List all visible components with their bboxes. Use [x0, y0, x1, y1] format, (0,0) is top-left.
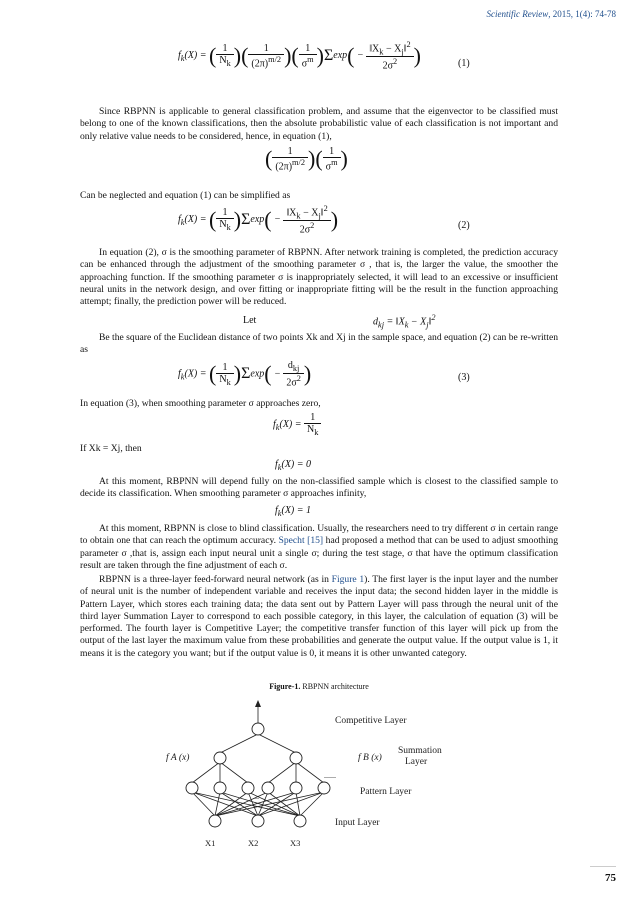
label-x3: X3 — [290, 838, 301, 848]
pattern-ellipsis-1: ... — [253, 792, 259, 801]
running-header — [487, 9, 616, 19]
figure-title: RBPNN architecture — [300, 682, 369, 691]
equal-case-result: $f_k(X) = 0$ — [275, 459, 312, 472]
competitive-node — [252, 723, 264, 735]
distance-definition: $d_{kj}$ = $‖X_k$ − $X_j‖^2$ — [373, 313, 436, 330]
input-node-x2 — [252, 815, 264, 827]
paragraph-4: Be the square of the Euclidean distance of two points Xk and Xj in the sample space, and equation (2) can be re-written as — [80, 332, 559, 356]
figure-label: Figure-1. — [269, 682, 301, 691]
figure-caption — [0, 682, 638, 691]
label-summation-2: Layer — [405, 757, 428, 767]
equation-3: $f_k(X)$ = ( $\frac{1}{N_k}$ )Σexp( − $\frac{d_{kj}}{2\sigma^2}$ ) — [178, 360, 312, 389]
paragraph-1: Since RBPNN is applicable to general classification problem, and assume that the eigenvector to be classified must belong to one of the known classifications, then the absolute probabilistic value of each classification is not important and only relative value needs to be considered, hence, in equation (1), — [80, 106, 558, 142]
equation-1: $f_k(X)$ = ( $\frac{1}{N_k}$ )( $\frac{1}{(2\pi)^{m/2}}$ )( $\frac{1}{\sigma^m}$ )Σexp( − $\frac{‖X_k - X_j‖^2}{2\sigma^2}$ ) — [178, 40, 421, 72]
paragraph-7: At this moment, RBPNN will depend fully on the non-classified sample which is closest to the classified sample to decide its classification. When smoothing parameter σ approaches infinity, — [80, 476, 558, 500]
pattern-node — [262, 782, 274, 794]
paragraph-9 — [80, 574, 558, 660]
paragraph-9-text-cont: ). The first layer is the input layer and the number of neural unit is the number of independent variable and receives the input data; the second hidden layer in the middle is Pattern Layer, which stores each training data; the data sent out by Pattern Layer will pass through the neural unit of the third layer Summation Layer to correspond to each possible category, in this layer, the calculation of equation (3) will be performed. The fourth layer is Competitive Layer; the competitive transfer function of this layer will pick up from the output of the last layer the maximum value from these probabilities and generate the output value. If the output value is 1, it means it is the category you want; but if the output value is 0, it means it is other unwanted category. — [80, 574, 558, 659]
label-fa: f A (x) — [166, 753, 190, 763]
paragraph-8-text-cont: had proposed a method that can be used to adjust smoothing parameter σ ,that is, assign each input neural unit a single σ; during the test stage, σ that have the optimum classification result are taken through the fine adjustment of each σ. — [80, 535, 558, 571]
figure-1-link[interactable]: Figure 1 — [331, 574, 365, 585]
summation-node-b — [290, 752, 302, 764]
equation-1-number: (1) — [458, 58, 470, 69]
label-x1: X1 — [205, 838, 216, 848]
pattern-ellipsis-2: ...... — [324, 771, 336, 780]
pattern-node — [318, 782, 330, 794]
paragraph-8-text: At this moment, RBPNN is close to blind classification. Usually, the researchers need to try different σ in certain range to obtain one that can reach the optimum accuracy. — [80, 523, 558, 547]
page-number: 75 — [605, 872, 616, 884]
journal-issue: , 2015, 1(4): 74-78 — [548, 9, 616, 19]
label-fb: f B (x) — [358, 753, 382, 763]
label-summation-1: Summation — [398, 746, 442, 756]
pattern-node — [214, 782, 226, 794]
summation-node-a — [214, 752, 226, 764]
paragraph-3: In equation (2), σ is the smoothing parameter of RBPNN. After network training is completed, the prediction accuracy can be enhanced through the adjustment of the smoothing parameter σ , that is, the larger the value, the smoother the approaching function. If the smoothing parameter σ is inappropriately selected, it will lead to an excessive or insufficient neural units in the network design, and over fitting or inappropriate fitting will be the result in the function approaching attempt; finally, the prediction power will be reduced. — [80, 247, 558, 308]
paragraph-2: Can be neglected and equation (1) can be simplified as — [80, 190, 291, 201]
equation-2: $f_k(X)$ = ( $\frac{1}{N_k}$ )Σexp( − $\frac{‖X_k - X_j‖^2}{2\sigma^2}$ ) — [178, 204, 339, 236]
label-competitive: Competitive Layer — [335, 716, 407, 726]
input-node-x3 — [294, 815, 306, 827]
footer-rule — [590, 866, 616, 867]
input-node-x1 — [209, 815, 221, 827]
paragraph-5: In equation (3), when smoothing parameter σ approaches zero, — [80, 398, 321, 409]
arrowhead — [255, 700, 261, 707]
let-label: Let — [243, 315, 257, 326]
paragraph-6: If Xk = Xj, then — [80, 443, 142, 454]
limit-infinity-result: $f_k(X) = 1$ — [275, 505, 312, 518]
equation-3-number: (3) — [458, 372, 470, 383]
citation-specht-link[interactable]: Specht [15] — [278, 535, 324, 547]
pattern-node — [186, 782, 198, 794]
paragraph-9-text: RBPNN is a three-layer feed-forward neural network (as in — [99, 574, 332, 585]
equation-2-number: (2) — [458, 220, 470, 231]
label-input: Input Layer — [335, 818, 380, 828]
constant-factor: ( $\frac{1}{(2\pi)^{m/2}}$ )( $\frac{1}{\sigma^m}$ ) — [265, 146, 348, 173]
label-x2: X2 — [248, 838, 259, 848]
journal-name: Scientific Review — [486, 9, 549, 19]
label-pattern: Pattern Layer — [360, 787, 412, 797]
pattern-node — [290, 782, 302, 794]
paragraph-8 — [80, 523, 558, 572]
limit-zero-result: $f_k(X)$ = $\frac{1}{N_k}$ — [273, 412, 321, 437]
rbpnn-architecture-figure — [160, 698, 500, 860]
